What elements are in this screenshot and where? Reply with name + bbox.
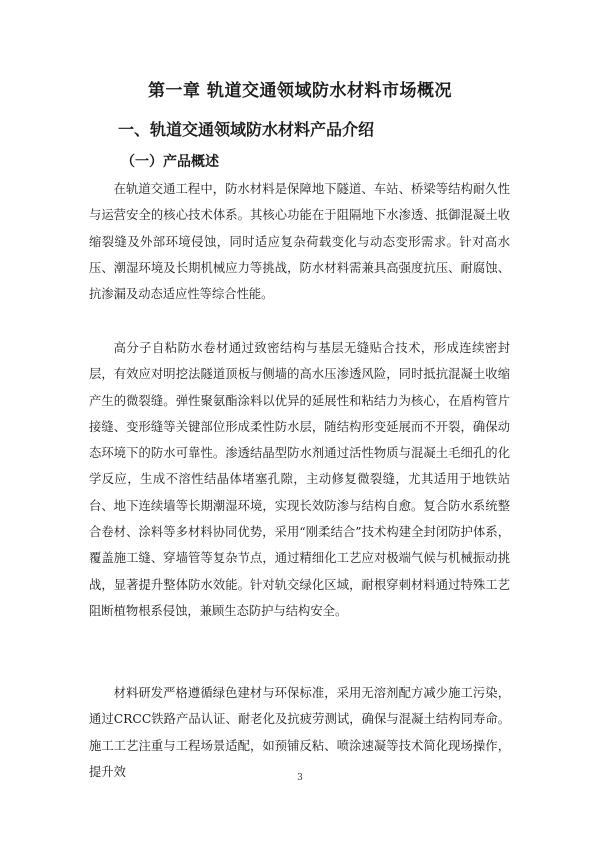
section-title: 一、轨道交通领域防水材料产品介绍 <box>118 120 375 139</box>
body-paragraph: 在轨道交通工程中，防水材料是保障地下隧道、车站、桥梁等结构耐久性与运营安全的核心技术体系。其核心功能在于阻隔地下水渗透、抵御混凝土收缩裂缝及外部环境侵蚀，同时适应复杂荷载变化与动态变形需求。针对高水压、潮湿环境及长期机械应力等挑战，防水材料需兼具高强度抗压、耐腐蚀、抗渗漏及动态适应性等综合性能。 <box>89 182 510 302</box>
body-paragraph: 高分子自粘防水卷材通过致密结构与基层无缝贴合技术，形成连续密封层，有效应对明挖法隧道顶板与侧墙的高水压渗透风险，同时抵抗混凝土收缩产生的微裂缝。弹性聚氨酯涂料以优异的延展性和粘结力为核心，在盾构管片接缝、变形缝等关键部位形成柔性防水层，随结构形变延展而不开裂，确保动态环境下的防水可靠性。渗透结晶型防水剂通过活性物质与混凝土毛细孔的化学反应，生成不溶性结晶体堵塞孔隙，主动修复微裂缝，尤其适用于地铁站台、地下连续墙等长期潮湿环境，实现长效防渗与结构自愈。复合防水系统整合卷材、涂料等多材料协同优势，采用“刚柔结合”技术构建全封闭防护体系，覆盖施工缝、穿墙管等复杂节点，通过精细化工艺应对极端气候与机械振动挑战，显著提升整体防水效能。针对轨交绿化区域，耐根穿刺材料通过特殊工艺阻断植物根系侵蚀，兼顾生态防护与结构安全。 <box>89 341 510 618</box>
subsection-title: （一）产品概述 <box>121 154 219 170</box>
chapter-title: 第一章 轨道交通领域防水材料市场概况 <box>148 81 452 101</box>
body-paragraph: 材料研发严格遵循绿色建材与环保标准，采用无溶剂配方减少施工污染，通过CRCC铁路产品认证、耐老化及抗疲劳测试，确保与混凝土结构同寿命。施工工艺注重与工程场景适配，如预铺反粘、喷涂速凝等技术简化现场操作，提升效 <box>89 686 510 779</box>
page-number: 3 <box>297 773 303 783</box>
